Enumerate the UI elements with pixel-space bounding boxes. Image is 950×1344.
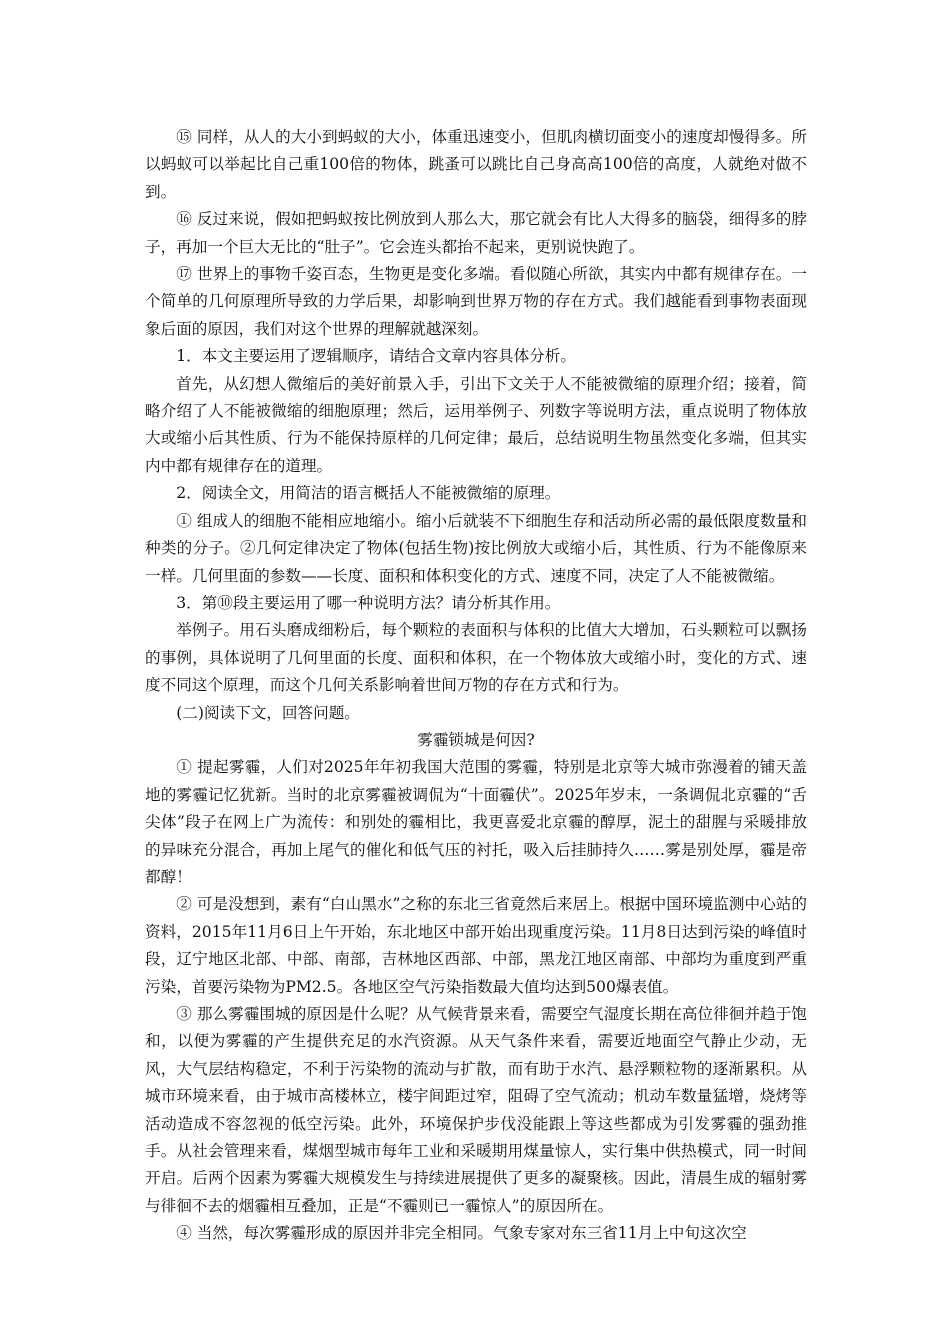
article-paragraph-4: ④ 当然，每次雾霾形成的原因并非完全相同。气象专家对东三省11月上中旬这次空 [176, 1224, 747, 1243]
article-paragraph-3: ③ 那么雾霾围城的原因是什么呢？从气候背景来看，需要空气湿度长期在高位徘徊并趋于饱和，以便为雾霾的产生提供充足的水汽资源。从天气条件来看，需要近地面空气静止少动，无风，大气层结构稳定，不利于污染物的流动与扩散，而有助于水汽、悬浮颗粒物的逐渐累积。从城市环境来看，由于城市高楼林立，楼宇间距过窄，阻碍了空气流动；机动车数量猛增，烧烤等活动造成不容忽视的低空污染。此外，环境保护步伐没能跟上等这些都成为引发雾霾的强劲推手。从社会管理来看，煤烟型城市每年工业和采暖期用煤量惊人，实行集中供热模式，同一时间开启。后两个因素为雾霾大规模发生与持续进展提供了更多的凝聚核。因此，清晨生成的辐射雾与徘徊不去的烟霾相互叠加，正是“不霾则已一霾惊人”的原因所在。 [145, 1005, 807, 1215]
question-2: 2．阅读全文，用简洁的语言概括人不能被微缩的原理。 [176, 484, 561, 503]
question-1: 1．本文主要运用了逻辑顺序，请结合文章内容具体分析。 [176, 347, 576, 366]
answer-1: 首先，从幻想人微缩后的美好前景入手，引出下文关于人不能被微缩的原理介绍；接着，简略介绍了人不能被微缩的细胞原理；然后，运用举例子、列数字等说明方法，重点说明了物体放大或缩小后其性质、行为不能保持原样的几何定律；最后，总结说明生物虽然变化多端，但其实内中都有规律存在的道理。 [145, 374, 807, 475]
article-paragraph-2: ② 可是没想到，素有“白山黑水”之称的东北三省竟然后来居上。根据中国环境监测中心站的资料，2015年11月6日上午开始，东北地区中部开始出现重度污染。11月8日达到污染的峰值时段，辽宁地区北部、中部、南部，吉林地区西部、中部，黑龙江地区南部、中部均为重度到严重污染，首要污染物为PM2.5。各地区空气污染指数最大值均达到500爆表值。 [145, 895, 807, 996]
paragraph-16: ⑯ 反过来说，假如把蚂蚁按比例放到人那么大，那它就会有比人大得多的脑袋，细得多的脖子，再加一个巨大无比的“肚子”。它会连头都抬不起来，更别说快跑了。 [145, 210, 807, 256]
section-heading: (二)阅读下文，回答问题。 [176, 703, 360, 722]
answer-2: ① 组成人的细胞不能相应地缩小。缩小后就装不下细胞生存和活动所必需的最低限度数量和种类的分子。②几何定律决定了物体(包括生物)按比例放大或缩小后，其性质、行为不能像原来一样。几何里面的参数——长度、面积和体积变化的方式、速度不同，决定了人不能被微缩。 [145, 511, 807, 585]
paragraph-15: ⑮ 同样，从人的大小到蚂蚁的大小，体重迅速变小，但肌肉横切面变小的速度却慢得多。所以蚂蚁可以举起比自己重100倍的物体，跳蚤可以跳比自己身高高100倍的高度，人就绝对做不到。 [145, 128, 807, 201]
answer-3: 举例子。用石头磨成细粉后，每个颗粒的表面积与体积的比值大大增加，石头颗粒可以飘扬的事例，具体说明了几何里面的长度、面积和体积，在一个物体放大或缩小时，变化的方式、速度不同这个原理，而这个几何关系影响着世间万物的存在方式和行为。 [145, 621, 807, 695]
question-3: 3．第⑩段主要运用了哪一种说明方法？请分析其作用。 [176, 593, 561, 612]
paragraph-17: ⑰ 世界上的事物千姿百态，生物更是变化多端。看似随心所欲，其实内中都有规律存在。一个简单的几何原理所导致的力学后果，却影响到世界万物的存在方式。我们越能看到事物表面现象后面的原因，我们对这个世界的理解就越深刻。 [145, 265, 807, 338]
article-title: 雾霾锁城是何因? [417, 730, 535, 749]
article-paragraph-1: ① 提起雾霾，人们对2025年年初我国大范围的雾霾，特别是北京等大城市弥漫着的铺天盖地的雾霾记忆犹新。当时的北京雾霾被调侃为“十面霾伏”。2025年岁末，一条调侃北京霾的“舌尖体”段子在网上广为流传：和别处的霾相比，我更喜爱北京霾的醇厚，泥土的甜腥与采暖排放的异味充分混合，再加上尾气的催化和低气压的衬托，吸入后挂肺持久……雾是别处厚，霾是帝都醇！ [145, 758, 807, 886]
document-page [145, 124, 807, 1248]
